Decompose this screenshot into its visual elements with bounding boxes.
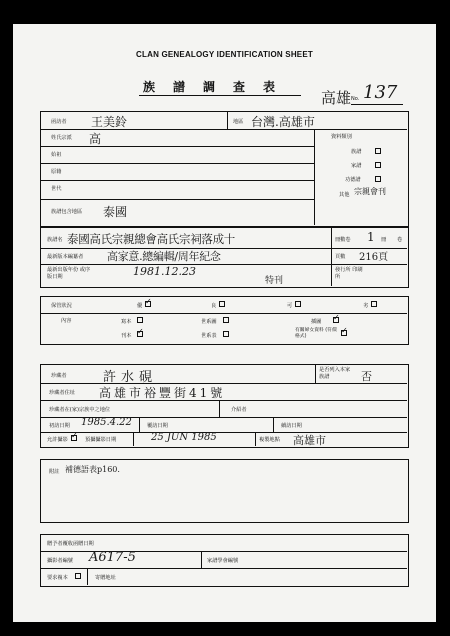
content-5-check-icon: ✓	[341, 326, 348, 335]
section-condition	[40, 296, 409, 345]
condition-2-checkbox[interactable]	[295, 301, 301, 307]
allow-check-icon: ✓	[71, 431, 78, 440]
content-4-label: 世系表	[201, 333, 217, 339]
content-1-checkbox[interactable]	[223, 317, 229, 323]
condition-1-label: 良	[211, 303, 217, 309]
author-value: 高家意.總編輯/周年紀念	[107, 250, 221, 263]
ref-item-2-checkbox[interactable]	[375, 176, 381, 182]
allow-label: 允許攝影	[47, 437, 68, 443]
origin-label: 原籍	[51, 169, 62, 175]
revisit-label: 覆訪日期	[147, 423, 168, 429]
content-2-check-icon: ✓	[333, 313, 340, 322]
ref-label: 資料類別	[331, 134, 352, 140]
first-visit-label: 初訪日期	[49, 423, 70, 429]
sheet-number: 137	[363, 82, 398, 103]
founder-label: 始祖	[51, 152, 62, 158]
content-3-label: 刊本	[121, 333, 132, 339]
vol-label: 冊數卷	[335, 237, 351, 243]
content-3-check-icon: ✓	[137, 327, 144, 336]
ref-item-1-checkbox[interactable]	[375, 162, 381, 168]
area-value: 台灣.高雄市	[251, 115, 315, 129]
content-0-checkbox[interactable]	[137, 317, 143, 323]
photo-no-label: 攝影者編號	[47, 558, 73, 564]
pages-label: 頁數	[335, 254, 346, 260]
class-label: 發行所 印刷所	[335, 267, 363, 280]
intro-label: 介紹者	[231, 407, 247, 413]
generation-label: 世代	[51, 186, 62, 192]
other-value: 宗親會刊	[354, 187, 386, 196]
number-underline	[351, 104, 403, 105]
photo-no-value: A617-5	[89, 550, 136, 565]
condition-2-label: 可	[287, 303, 293, 309]
ref-item-0-label: 族譜	[351, 149, 362, 155]
vol-unit: 冊	[381, 237, 387, 243]
surname-value: 高	[89, 132, 102, 146]
first-visit-value: 1985.4.22	[81, 417, 132, 428]
english-title: CLAN GENEALOGY IDENTIFICATION SHEET	[136, 50, 313, 59]
note-label: 附註	[49, 469, 60, 475]
ref-item-1-label: 家譜	[351, 163, 362, 169]
date-suffix: 特刊	[265, 276, 284, 286]
title-value: 泰國高氏宗親總會高氏宗祠落成十	[67, 232, 235, 246]
photo-date-value: 25 JUN 1985	[151, 432, 217, 443]
content-0-label: 寫本	[121, 319, 132, 325]
content-4-checkbox[interactable]	[223, 331, 229, 337]
note-value: 補德語表p160.	[65, 465, 120, 474]
identification-sheet	[13, 24, 436, 622]
title-label: 族譜名	[47, 237, 63, 243]
content-1-label: 世系圖	[201, 319, 217, 325]
home-label: 珍藏者在(家)宗族中之地位	[49, 407, 111, 413]
title-underline	[139, 95, 301, 96]
content-2-label: 插圖	[311, 319, 322, 325]
condition-0-check-icon: ✓	[145, 297, 152, 306]
section-genealogy-title	[40, 227, 409, 288]
repeat-label: 續訪日期	[281, 423, 302, 429]
number-prefix: No.	[351, 96, 360, 102]
chinese-title: 族譜調查表	[143, 80, 294, 94]
section-keeper	[40, 364, 409, 448]
date-value: 1981.12.23	[133, 265, 196, 278]
section-basic-info	[40, 111, 409, 227]
content-5-label: 有關婦女資料 (符價格式)	[295, 328, 337, 339]
condition-3-label: 劣	[363, 303, 369, 309]
hall-value: 泰國	[103, 205, 128, 219]
keeper-rel-label: 是否列入本家族譜	[319, 367, 351, 380]
vol-unit2: 卷	[397, 237, 403, 243]
ref-item-3-label: 其他	[339, 192, 350, 198]
reel-label: 要求複本	[47, 575, 68, 581]
area-label: 地區	[233, 119, 244, 125]
address-value: 高雄市裕豐街41號	[99, 386, 226, 400]
ref-item-2-label: 功德譜	[345, 177, 361, 183]
photo-date-label: 預攝攝影日期	[85, 437, 117, 443]
copy-place-value: 高雄市	[293, 434, 326, 447]
keeper-rel-value: 否	[361, 370, 372, 383]
keeper-label: 珍藏者	[51, 373, 67, 379]
vol-value: 1	[367, 230, 375, 244]
condition-3-checkbox[interactable]	[371, 301, 377, 307]
location-note: 高雄	[321, 89, 352, 107]
condition-label: 保管狀況	[51, 303, 72, 309]
hall-label: 族譜包含地區	[51, 209, 83, 215]
condition-1-checkbox[interactable]	[219, 301, 225, 307]
ref-item-0-checkbox[interactable]	[375, 148, 381, 154]
reel-checkbox[interactable]	[75, 573, 81, 579]
surname-label: 姓氏宗派	[51, 135, 72, 141]
ack-label: 贈予者覆收函贈日期	[47, 541, 94, 547]
investigator-value: 王美鈴	[91, 115, 128, 129]
keeper-value: 許水硯	[103, 370, 158, 385]
address-label: 珍藏者住址	[49, 390, 75, 396]
assoc-label: 家譜學會編號	[207, 558, 239, 564]
pages-value: 216頁	[359, 252, 389, 263]
condition-0-label: 優	[137, 303, 143, 309]
section-acknowledgement	[40, 534, 409, 587]
date-label: 最新出版年份 或序版日期	[47, 267, 91, 280]
mail-label: 寄贈地址	[95, 575, 116, 581]
investigator-label: 函訪者	[51, 119, 67, 125]
copy-place-label: 複製地點	[259, 437, 280, 443]
content-label: 內容	[61, 318, 72, 324]
author-label: 最新版本編纂者	[47, 254, 84, 260]
section-notes	[40, 459, 409, 523]
